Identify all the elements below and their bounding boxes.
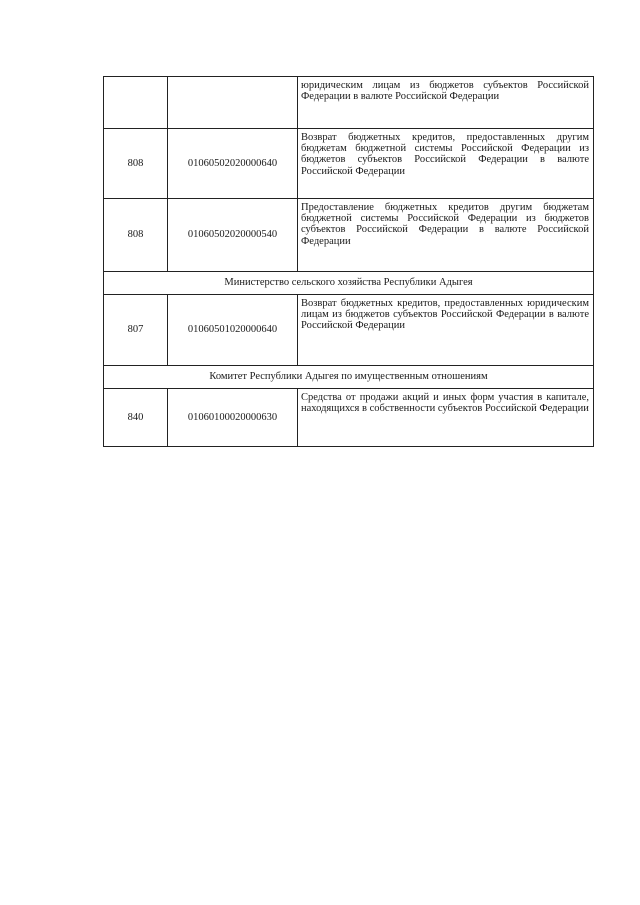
kbk-code-cell — [168, 77, 298, 129]
section-header-row — [104, 366, 594, 389]
admin-code-cell: 808 — [104, 199, 168, 272]
admin-code-cell — [104, 77, 168, 129]
admin-code-cell: 840 — [104, 389, 168, 447]
source-name-cell: Возврат бюджетных кредитов, предоставленных юридическим лицам из бюджетов субъектов Российской Федерации в валюте Российской Федерации — [298, 295, 594, 366]
table-row — [104, 295, 594, 366]
table-row — [104, 389, 594, 447]
section-title: Комитет Республики Адыгея по имущественным отношениям — [104, 366, 594, 389]
source-name-cell: Предоставление бюджетных кредитов другим бюджетам бюджетной системы Российской Федерации из бюджетов субъектов Российской Федерации в валюте Российской Федерации — [298, 199, 594, 272]
table-row — [104, 129, 594, 199]
section-title: Министерство сельского хозяйства Республики Адыгея — [104, 272, 594, 295]
admin-code-cell: 808 — [104, 129, 168, 199]
kbk-code-cell: 01060100020000630 — [168, 389, 298, 447]
table-row — [104, 77, 594, 129]
source-name-cell: юридическим лицам из бюджетов субъектов Российской Федерации в валюте Российской Федерации — [298, 77, 594, 129]
source-name-cell: Возврат бюджетных кредитов, предоставленных другим бюджетам бюджетной системы Российской Федерации из бюджетов субъектов Российской Федерации в валюте Российской Федерации — [298, 129, 594, 199]
section-header-row — [104, 272, 594, 295]
admin-code-cell: 807 — [104, 295, 168, 366]
budget-classification-table — [103, 76, 594, 447]
kbk-code-cell: 01060502020000540 — [168, 199, 298, 272]
source-name-cell: Средства от продажи акций и иных форм участия в капитале, находящихся в собственности субъектов Российской Федерации — [298, 389, 594, 447]
table-row — [104, 199, 594, 272]
kbk-code-cell: 01060501020000640 — [168, 295, 298, 366]
kbk-code-cell: 01060502020000640 — [168, 129, 298, 199]
